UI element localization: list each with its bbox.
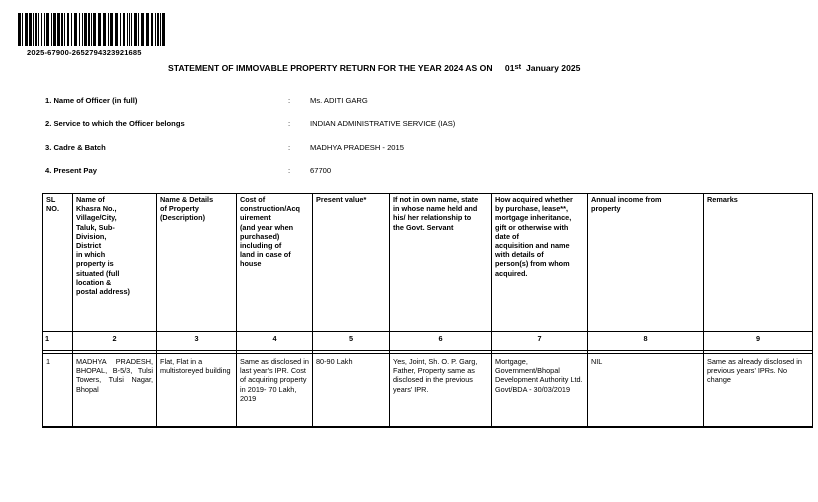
page-title <box>168 63 580 73</box>
title-date <box>505 63 580 73</box>
table-cell: 80-90 Lakh <box>313 354 390 428</box>
property-table <box>42 193 813 428</box>
table-cell: NIL <box>588 354 704 428</box>
column-number-cell: 5 <box>313 332 390 351</box>
barcode-number: 2025-67900-2652794323921685 <box>27 48 142 57</box>
header-cell: If not in own name, state in whose name held and his/ her relationship to the Govt. Servant <box>390 194 492 332</box>
column-number-cell: 6 <box>390 332 492 351</box>
title-day: 01 <box>504 63 515 73</box>
title-day-suffix: st <box>514 62 522 71</box>
officer-name-label: 1. Name of Officer (in full) <box>45 96 138 105</box>
header-cell: Name & Details of Property (Description) <box>157 194 237 332</box>
header-cell: Present value* <box>313 194 390 332</box>
header-cell: Cost of construction/Acq uirement (and year when purchased) including of land in case of house <box>237 194 313 332</box>
table-cell: Flat, Flat in a multistoreyed building <box>157 354 237 428</box>
table-cell: MADHYA PRADESH, BHOPAL, B-5/3, Tulsi Towers, Tulsi Nagar, Bhopal <box>73 354 157 428</box>
officer-service-value: INDIAN ADMINISTRATIVE SERVICE (IAS) <box>310 119 456 128</box>
officer-name-colon: : <box>288 96 291 105</box>
header-cell: Remarks <box>704 194 813 332</box>
header-cell: SL NO. <box>43 194 73 332</box>
column-number-cell: 7 <box>492 332 588 351</box>
column-number-cell: 3 <box>157 332 237 351</box>
header-cell: Name of Khasra No., Village/City, Taluk, Sub- Division, District in which property is situated (full location & postal address) <box>73 194 157 332</box>
column-number-cell: 9 <box>704 332 813 351</box>
column-number-cell: 4 <box>237 332 313 351</box>
officer-cadre-colon: : <box>288 143 291 152</box>
title-month-year: January 2025 <box>525 63 581 73</box>
column-number-cell: 1 <box>43 332 73 351</box>
barcode-image <box>18 13 168 46</box>
officer-cadre-label: 3. Cadre & Batch <box>45 143 106 152</box>
officer-pay-value: 67700 <box>310 166 332 175</box>
officer-pay-colon: : <box>288 166 291 175</box>
column-number-row <box>43 332 813 351</box>
column-number-cell: 8 <box>588 332 704 351</box>
officer-cadre-value: MADHYA PRADESH - 2015 <box>310 143 404 152</box>
table-cell: Mortgage, Government/Bhopal Development Authority Ltd. Govt/BDA - 30/03/2019 <box>492 354 588 428</box>
header-cell: How acquired whether by purchase, lease**, mortgage inheritance, gift or otherwise with date of acquisition and name with details of person(s) from whom acquired. <box>492 194 588 332</box>
table-cell: Same as disclosed in last year's IPR. Cost of acquiring property in 2019- 70 Lakh, 2019 <box>237 354 313 428</box>
title-main: STATEMENT OF IMMOVABLE PROPERTY RETURN FOR THE YEAR 2024 AS ON <box>168 63 493 73</box>
officer-pay-label: 4. Present Pay <box>45 166 97 175</box>
table-header-row <box>43 194 813 332</box>
officer-service-colon: : <box>288 119 291 128</box>
table-cell: Same as already disclosed in previous years' IPRs. No change <box>704 354 813 428</box>
officer-service-label: 2. Service to which the Officer belongs <box>45 119 185 128</box>
column-number-cell: 2 <box>73 332 157 351</box>
table-cell: 1 <box>43 354 73 428</box>
officer-name-value: Ms. ADITI GARG <box>310 96 368 105</box>
table-row <box>43 354 813 428</box>
header-cell: Annual income from property <box>588 194 704 332</box>
table-cell: Yes, Joint, Sh. O. P. Garg, Father, Property same as disclosed in the previous years' IPR. <box>390 354 492 428</box>
